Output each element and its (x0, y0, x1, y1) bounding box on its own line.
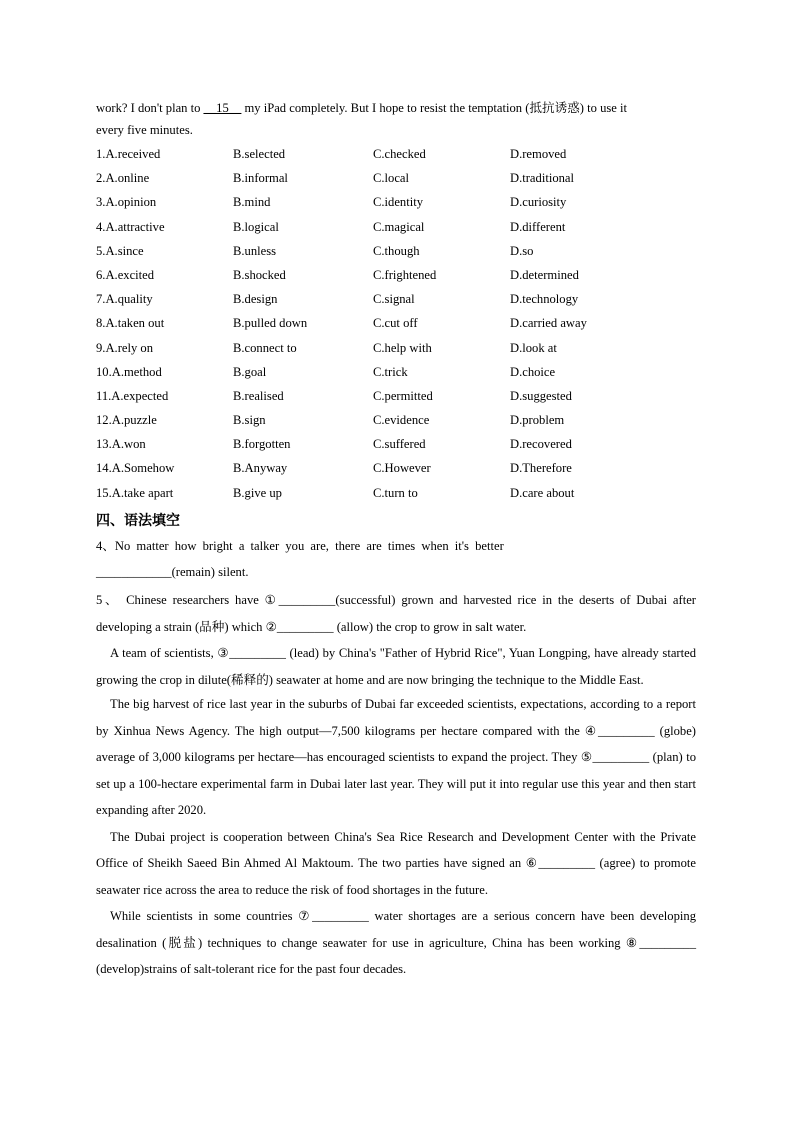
q5-paragraph-3: The big harvest of rice last year in the suburbs of Dubai far exceeded scientists, expectations, according to a report by Xinhua News Agency. The high output—7,500 kilograms per hectare compared with the ④_________ (globe) average of 3,000 kilograms per hectare—has encouraged scientists to expand the project. They ⑤_________ (plan) to set up a 100-hectare experimental farm in Dubai later last year. They will put it into regular use this year and then start expanding after 2020. (96, 697, 696, 817)
option-c: C.local (373, 171, 410, 186)
option-b: B.selected (233, 147, 286, 161)
intro-line-2: every five minutes. (96, 123, 193, 137)
option-b: B.shocked (233, 267, 286, 282)
option-row (96, 437, 696, 461)
option-a: 13.A.won (96, 437, 146, 452)
q5-paragraph-2: A team of scientists, ③_________ (lead) by China's "Father of Hybrid Rice", Yuan Longping, have already started growing the crop in dilute(稀释的) seawater at home and are now bringing the technique to the Middle East. (96, 646, 696, 687)
option-a: 9.A.rely on (96, 340, 154, 355)
option-a: 12.A.puzzle (96, 413, 157, 428)
option-b: B.realised (233, 388, 284, 403)
option-row (96, 195, 696, 219)
option-b: B.informal (233, 171, 288, 186)
option-b: B.mind (233, 195, 271, 210)
option-a: 10.A.method (96, 364, 162, 379)
option-b: B.Anyway (233, 461, 288, 476)
option-c: C.suffered (373, 437, 426, 452)
option-b: B.sign (233, 413, 266, 428)
option-row (96, 171, 696, 195)
option-d: D.look at (510, 340, 557, 355)
option-row (96, 389, 696, 413)
option-c: C.evidence (373, 413, 430, 428)
option-d: D.recovered (510, 437, 572, 452)
option-d: D.different (510, 219, 566, 234)
option-row (96, 461, 696, 485)
option-c: C.trick (373, 364, 408, 379)
intro-text-post: my iPad completely. But I hope to resist the temptation (抵抗诱惑) to use it (241, 101, 628, 115)
option-row (96, 341, 696, 365)
option-a: 1.A.received (96, 147, 161, 161)
option-c: C.permitted (373, 388, 433, 403)
option-d: D.care about (510, 485, 575, 500)
blank-15: __15__ (203, 101, 242, 115)
q5-paragraph-5: While scientists in some countries ⑦_________ water shortages are a serious concern have been developing desalination (脱盐) techniques to change seawater for use in agriculture, China has been working ⑧_________ (develop)strains of salt-tolerant rice for the past four decades. (96, 909, 696, 976)
option-a: 6.A.excited (96, 267, 155, 282)
option-b: B.design (233, 292, 278, 307)
intro-text-pre: work? I don't plan to (96, 101, 204, 115)
option-d: D.traditional (510, 171, 575, 186)
section-heading: 四、语法填空 (96, 513, 180, 529)
option-b: B.pulled down (233, 316, 308, 331)
q4-line-2: ____________(remain) silent. (96, 565, 249, 579)
option-b: B.give up (233, 485, 282, 500)
option-b: B.logical (233, 219, 279, 234)
option-a: 15.A.take apart (96, 485, 174, 500)
option-c: C.turn to (373, 485, 418, 500)
option-a: 5.A.since (96, 243, 144, 258)
option-row (96, 486, 696, 510)
option-d: D.carried away (510, 316, 587, 331)
option-d: D.determined (510, 267, 579, 282)
option-d: D.problem (510, 413, 565, 428)
q5-paragraph-1: 5、 Chinese researchers have ①_________(successful) grown and harvested rice in the deserts of Dubai after developing a strain (品种) which ②_________ (allow) the crop to grow in salt water. (96, 593, 696, 634)
option-c: C.However (373, 461, 431, 476)
option-c: C.help with (373, 340, 432, 355)
option-a: 4.A.attractive (96, 219, 165, 234)
option-row (96, 365, 696, 389)
option-a: 11.A.expected (96, 388, 169, 403)
option-row (96, 268, 696, 292)
option-c: C.signal (373, 292, 415, 307)
q4-line-1: 4、No matter how bright a talker you are, there are times when it's better (96, 539, 504, 553)
option-row (96, 316, 696, 340)
option-c: C.frightened (373, 267, 437, 282)
option-d: D.curiosity (510, 195, 567, 210)
option-a: 8.A.taken out (96, 316, 165, 331)
options-table (96, 147, 696, 510)
option-row (96, 413, 696, 437)
intro-line-1 (96, 97, 627, 116)
option-c: C.checked (373, 147, 426, 161)
option-d: D.technology (510, 292, 579, 307)
option-d: D.suggested (510, 388, 572, 403)
option-a: 14.A.Somehow (96, 461, 175, 476)
option-row (96, 147, 696, 171)
option-c: C.cut off (373, 316, 418, 331)
option-c: C.though (373, 243, 420, 258)
option-b: B.forgotten (233, 437, 291, 452)
option-d: D.choice (510, 364, 556, 379)
option-d: D.so (510, 243, 534, 258)
q5-paragraph-4: The Dubai project is cooperation between China's Sea Rice Research and Development Center with the Private Office of Sheikh Saeed Bin Ahmed Al Maktoum. The two parties have signed an ⑥_________ (agree) to promote seawater rice across the area to reduce the risk of food shortages in the future. (96, 829, 696, 897)
option-row (96, 292, 696, 316)
option-c: C.magical (373, 219, 425, 234)
option-b: B.unless (233, 243, 277, 258)
option-b: B.connect to (233, 340, 297, 355)
option-c: C.identity (373, 195, 424, 210)
option-row (96, 220, 696, 244)
option-d: D.removed (510, 147, 567, 161)
q5-passage (96, 587, 696, 983)
option-a: 7.A.quality (96, 292, 153, 307)
option-b: B.goal (233, 364, 267, 379)
option-row (96, 244, 696, 268)
option-a: 3.A.opinion (96, 195, 157, 210)
option-a: 2.A.online (96, 171, 150, 186)
option-d: D.Therefore (510, 461, 572, 476)
